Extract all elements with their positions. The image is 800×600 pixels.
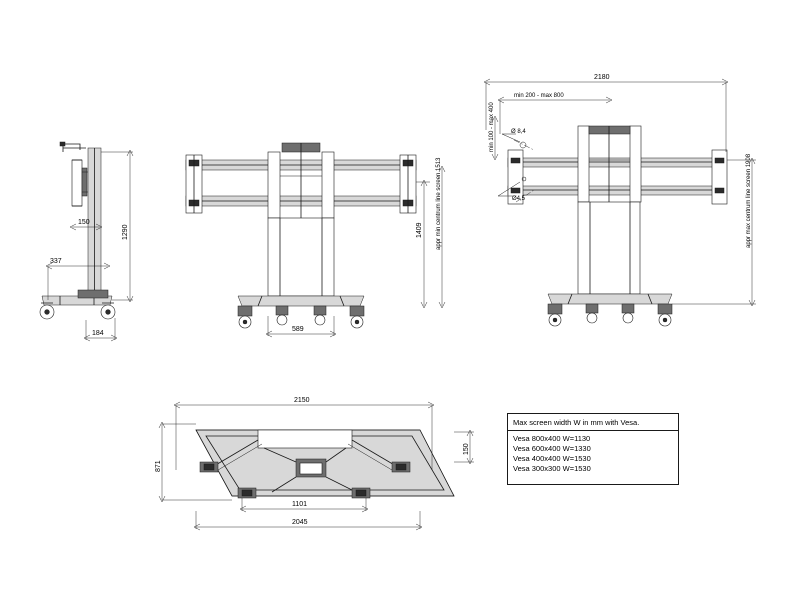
- legend-row: Vesa 400x400 W=1530: [513, 454, 591, 463]
- svg-text:appr max centrum line screen 1: appr max centrum line screen 1908: [746, 153, 752, 248]
- front-view-high: [484, 74, 756, 326]
- svg-text:min 100 - max 400: min 100 - max 400: [489, 102, 495, 152]
- top-view: [155, 397, 474, 530]
- legend-row: Vesa 600x400 W=1330: [513, 444, 591, 453]
- svg-text:Ø4,5: Ø4,5: [512, 196, 526, 202]
- svg-text:337: 337: [50, 258, 62, 265]
- svg-text:2180: 2180: [594, 74, 610, 81]
- svg-text:184: 184: [92, 330, 104, 337]
- legend-title: Max screen width W in mm with Vesa.: [508, 414, 678, 431]
- svg-text:1409: 1409: [416, 222, 423, 238]
- svg-text:min 200 - max 800: min 200 - max 800: [514, 93, 564, 99]
- legend-row: Vesa 300x300 W=1530: [513, 464, 591, 473]
- svg-text:150: 150: [78, 219, 90, 226]
- svg-text:871: 871: [155, 460, 162, 472]
- legend-row: Vesa 800x400 W=1130: [513, 434, 591, 443]
- svg-text:2150: 2150: [294, 397, 310, 404]
- svg-text:Ø 8,4: Ø 8,4: [511, 129, 526, 135]
- vesa-legend-table: [507, 413, 679, 485]
- front-view-low: [186, 143, 445, 337]
- svg-text:appr min centrum line screen 1: appr min centrum line screen 1513: [436, 157, 442, 250]
- svg-text:150: 150: [463, 443, 470, 455]
- svg-text:1101: 1101: [292, 501, 308, 508]
- legend-rows: [508, 431, 678, 478]
- svg-text:589: 589: [292, 326, 304, 333]
- side-view: [40, 142, 133, 341]
- svg-text:1290: 1290: [122, 224, 129, 240]
- svg-text:2045: 2045: [292, 519, 308, 526]
